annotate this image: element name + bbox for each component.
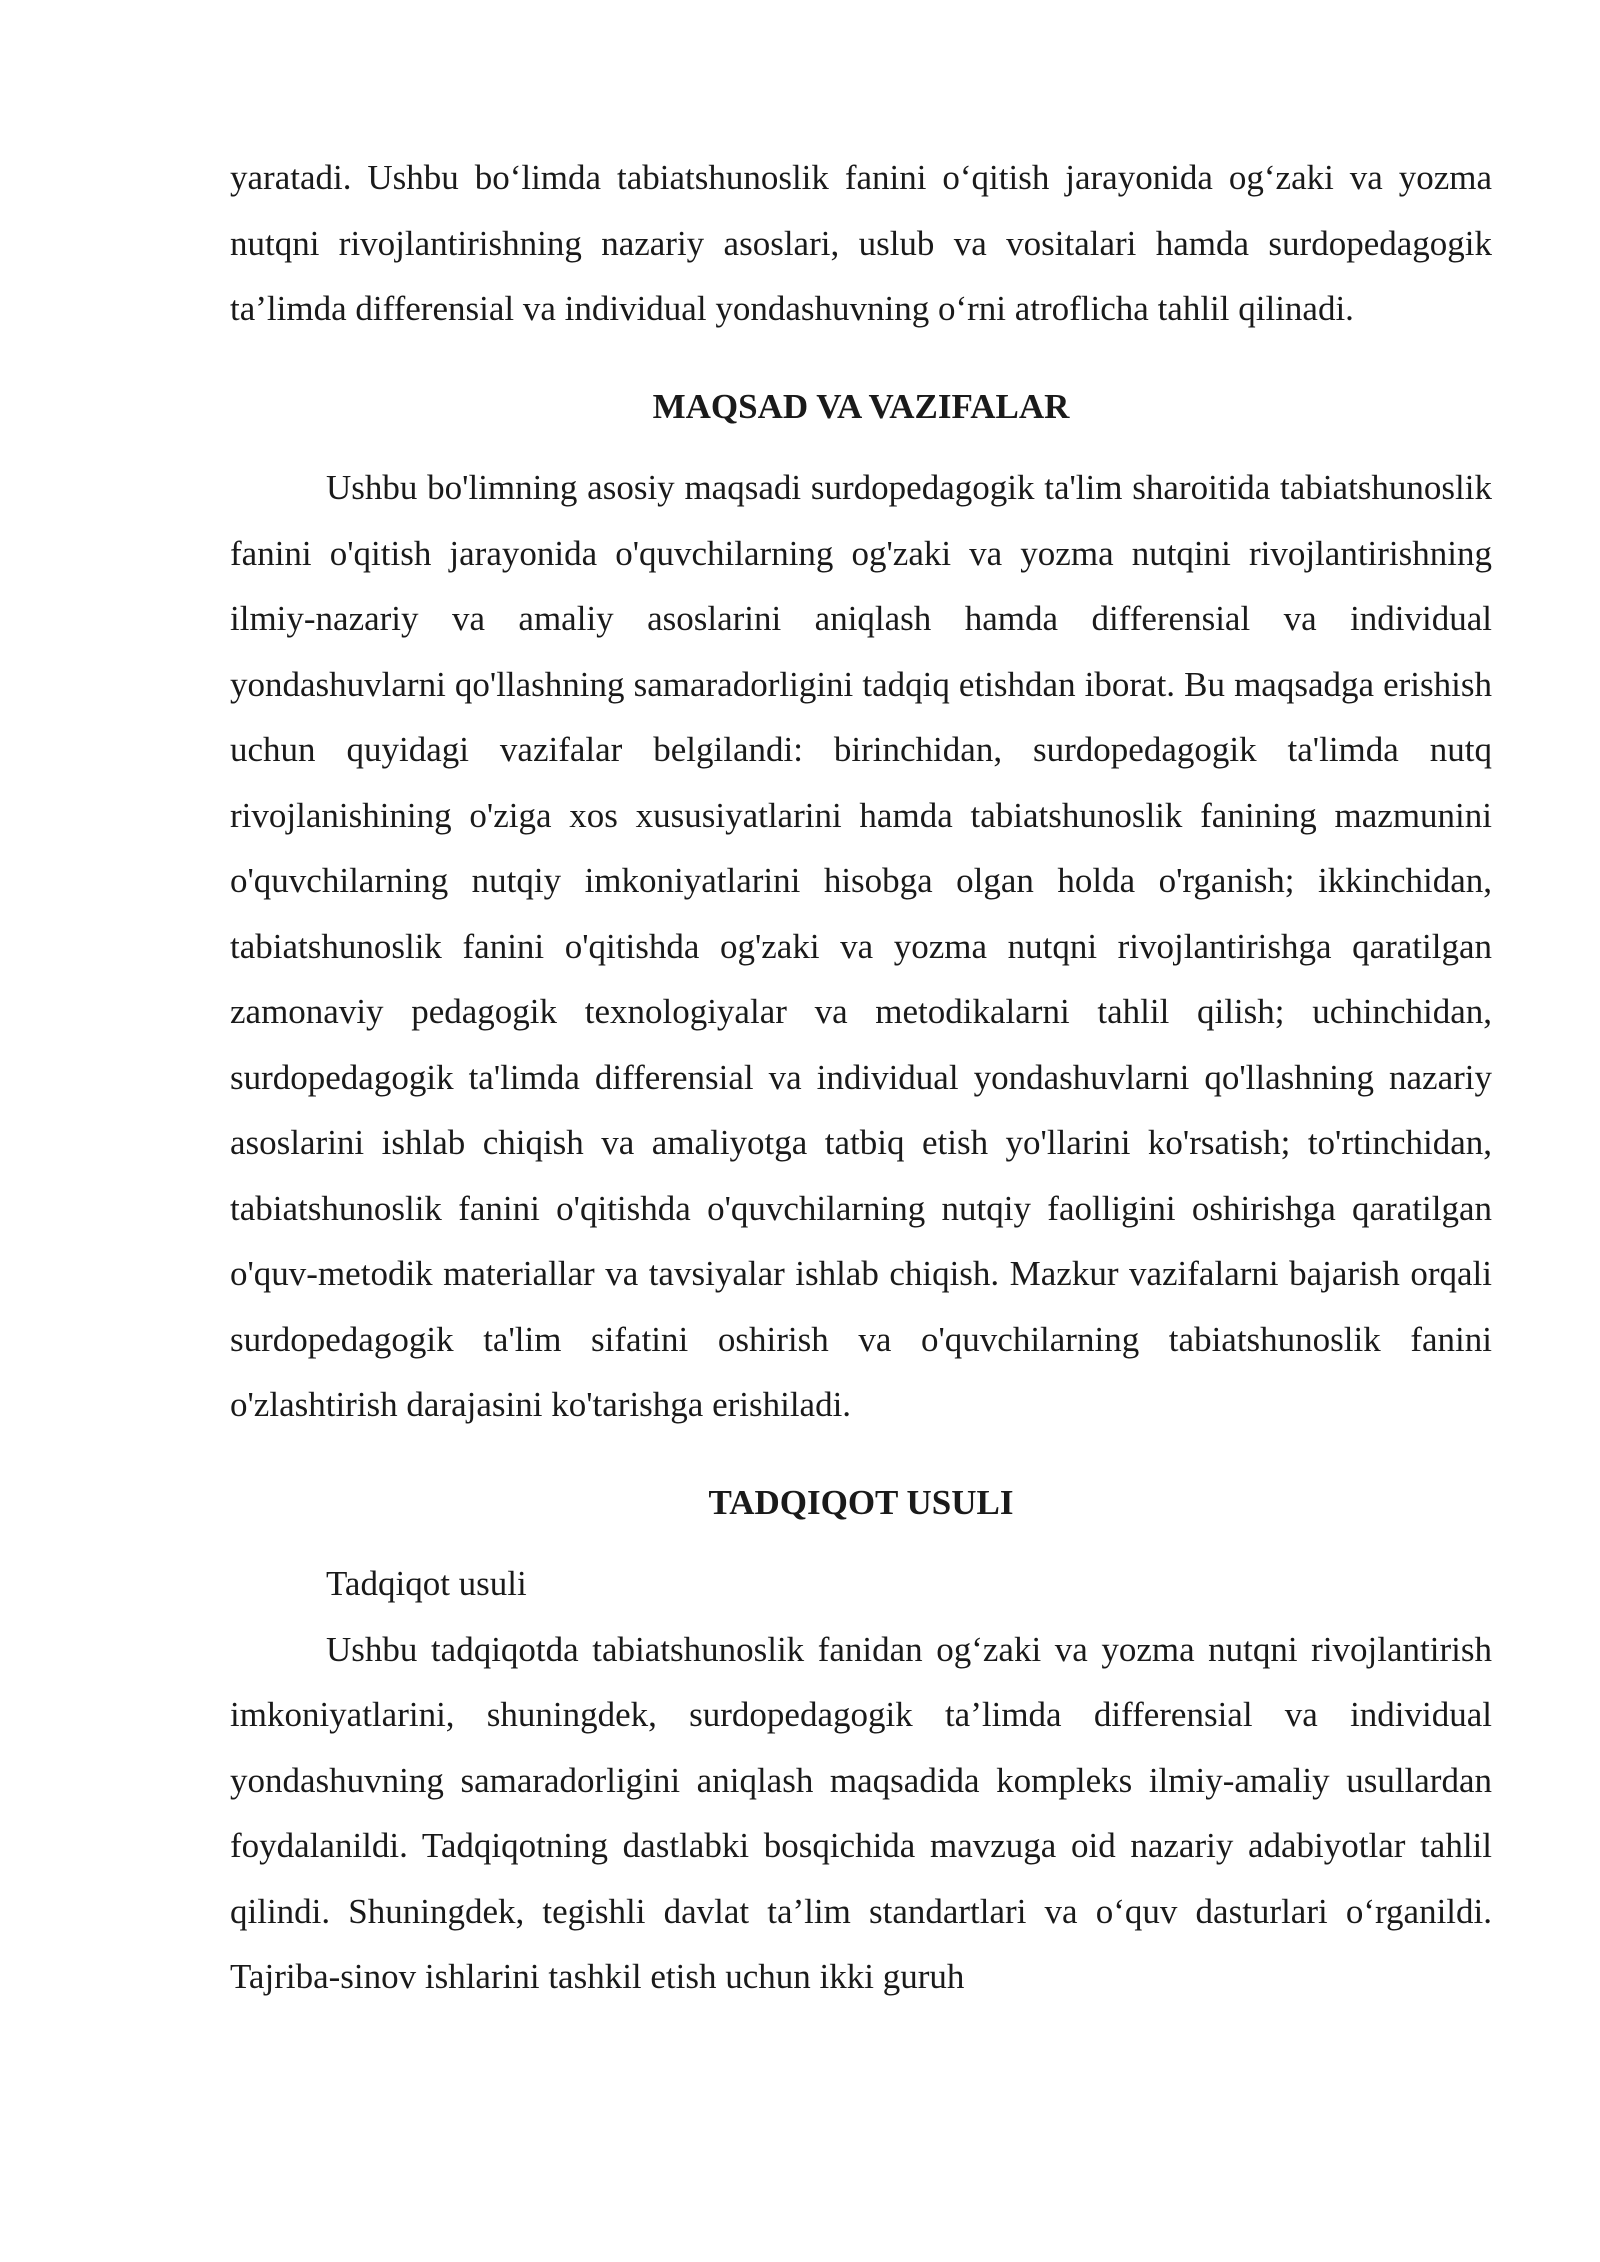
goals-paragraph: Ushbu bo'limning asosiy maqsadi surdopedagogik ta'lim sharoitida tabiatshunoslik fanini o'qitish jarayonida o'quvchilarning og'zaki va yozma nutqini rivojlantirishning ilmiy-nazariy va amaliy asoslarini aniqlash hamda differensial va individual yondashuvlarni qo'llashning samaradorligini tadqiq etishdan iborat. Bu maqsadga erishish uchun quyidagi vazifalar belgilandi: birinchidan, surdopedagogik ta'limda nutq rivojlanishining o'ziga xos xususiyatlarini hamda tabiatshunoslik fanining mazmunini o'quvchilarning nutqiy imkoniyatlarini hisobga olgan holda o'rganish; ikkinchidan, tabiatshunoslik fanini o'qitishda og'zaki va yozma nutqni rivojlantirishga qaratilgan zamonaviy pedagogik texnologiyalar va metodikalarni tahlil qilish; uchinchidan, surdopedagogik ta'limda differensial va individual yondashuvlarni qo'llashning nazariy asoslarini ishlab chiqish va amaliyotga tatbiq etish yo'llarini ko'rsatish; to'rtinchidan, tabiatshunoslik fanini o'qitishda o'quvchilarning nutqiy faolligini oshirishga qaratilgan o'quv-metodik materiallar va tavsiyalar ishlab chiqish. Mazkur vazifalarni bajarish orqali surdopedagogik ta'lim sifatini oshirish va o'quvchilarning tabiatshunoslik fanini o'zlashtirish darajasini ko'tarishga erishiladi. <box>230 468 1492 1424</box>
section-heading-method: TADQIQOT USULI <box>708 1482 1014 1522</box>
section-heading-goals: MAQSAD VA VAZIFALAR <box>652 386 1070 426</box>
document-body <box>230 145 1492 2010</box>
intro-paragraph: yaratadi. Ushbu bo‘limda tabiatshunoslik fanini o‘qitish jarayonida og‘zaki va yozma nutqni rivojlantirishning nazariy asoslari, uslub va vositalari hamda surdopedagogik ta’limda differensial va individual yondashuvning o‘rni atroflicha tahlil qilinadi. <box>230 158 1492 328</box>
method-paragraph: Ushbu tadqiqotda tabiatshunoslik fanidan og‘zaki va yozma nutqni rivojlantirish imkoniyatlarini, shuningdek, surdopedagogik ta’limda differensial va individual yondashuvning samaradorligini aniqlash maqsadida kompleks ilmiy-amaliy usullardan foydalanildi. Tadqiqotning dastlabki bosqichida mavzuga oid nazariy adabiyotlar tahlil qilindi. Shuningdek, tegishli davlat ta’lim standartlari va o‘quv dasturlari o‘rganildi. Tajriba-sinov ishlarini tashkil etish uchun ikki guruh <box>230 1629 1492 1996</box>
method-subheading: Tadqiqot usuli <box>326 1564 527 1603</box>
